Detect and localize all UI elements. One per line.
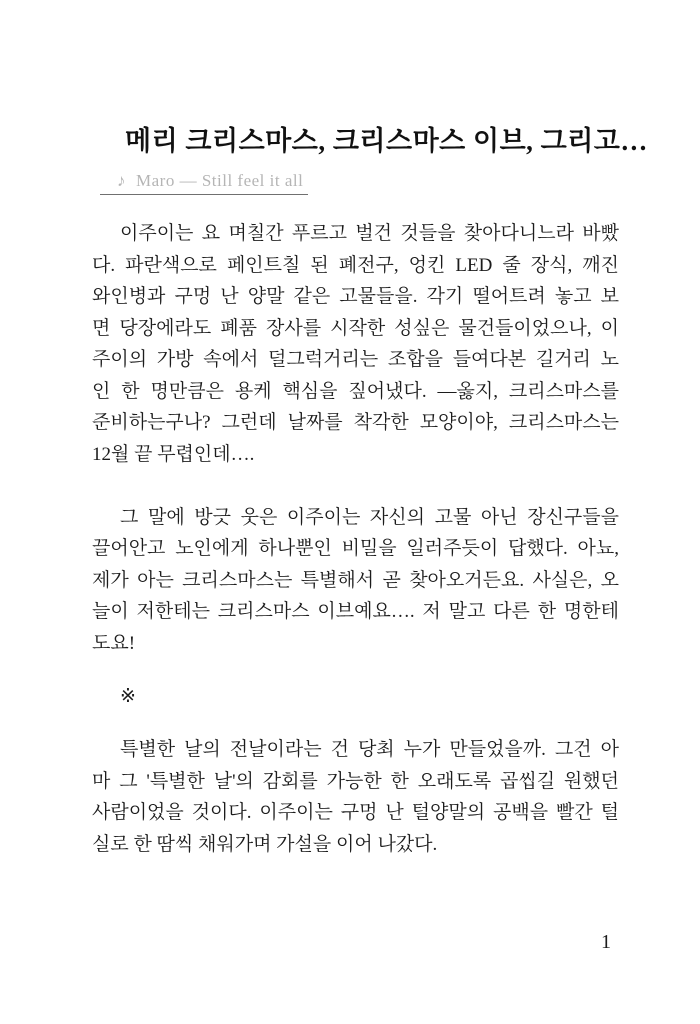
divider-symbol: ※	[120, 685, 136, 707]
paragraph	[92, 734, 619, 860]
paragraph	[92, 502, 619, 660]
body-text	[92, 218, 619, 892]
text-line: 사람이었을 것이다. 이주이는 구멍 난 털양말의 공백을 빨간 털	[92, 802, 619, 823]
text-line: 인 한 명만큼은 용케 핵심을 짚어냈다. —옳지, 크리스마스를	[92, 380, 619, 402]
soundtrack-label: Maro — Still feel it all	[136, 171, 304, 190]
paragraph	[92, 218, 619, 470]
page-number: 1	[601, 931, 611, 953]
text-line: 실로 한 땀씩 채워가며 가설을 이어 나갔다.	[92, 833, 438, 855]
text-line: 그 말에 방긋 웃은 이주이는 자신의 고물 아닌 장신구들을	[120, 506, 619, 528]
text-line: 특별한 날의 전날이라는 건 당최 누가 만들었을까. 그건 아	[120, 739, 619, 760]
text-line: 끌어안고 노인에게 하나뿐인 비밀을 일러주듯이 답했다. 아뇨,	[92, 538, 619, 559]
text-line: 와인병과 구멍 난 양말 같은 고물들을. 각기 떨어트려 놓고 보	[92, 286, 619, 307]
text-line: 주이의 가방 속에서 덜그럭거리는 조합을 들여다본 길거리 노	[92, 349, 619, 370]
text-line: 면 당장에라도 폐품 장사를 시작한 성싶은 물건들이었으나, 이	[92, 317, 619, 339]
text-line: 다. 파란색으로 페인트칠 된 폐전구, 엉킨 LED 줄 장식, 깨진	[92, 254, 619, 276]
text-line: 준비하는구나? 그런데 날짜를 착각한 모양이야, 크리스마스는	[92, 412, 619, 433]
text-line: 마 그 '특별한 날'의 감회를 가능한 한 오래도록 곱씹길 원했던	[92, 770, 619, 792]
music-note-icon: ♪	[117, 171, 126, 190]
text-line: 도요!	[92, 632, 136, 654]
page-title: 메리 크리스마스, 크리스마스 이브, 그리고…	[125, 126, 648, 156]
text-line: 제가 아는 크리스마스는 특별해서 곧 찾아오거든요. 사실은, 오	[92, 569, 619, 591]
text-line: 늘이 저한테는 크리스마스 이브예요…. 저 말고 다른 한 명한테	[92, 601, 619, 622]
soundtrack-link[interactable]	[100, 171, 308, 195]
text-line: 12월 끝 무렵인데….	[92, 443, 255, 465]
section-divider	[92, 681, 619, 713]
text-line: 이주이는 요 며칠간 푸르고 벌건 것들을 찾아다니느라 바빴	[120, 223, 619, 244]
